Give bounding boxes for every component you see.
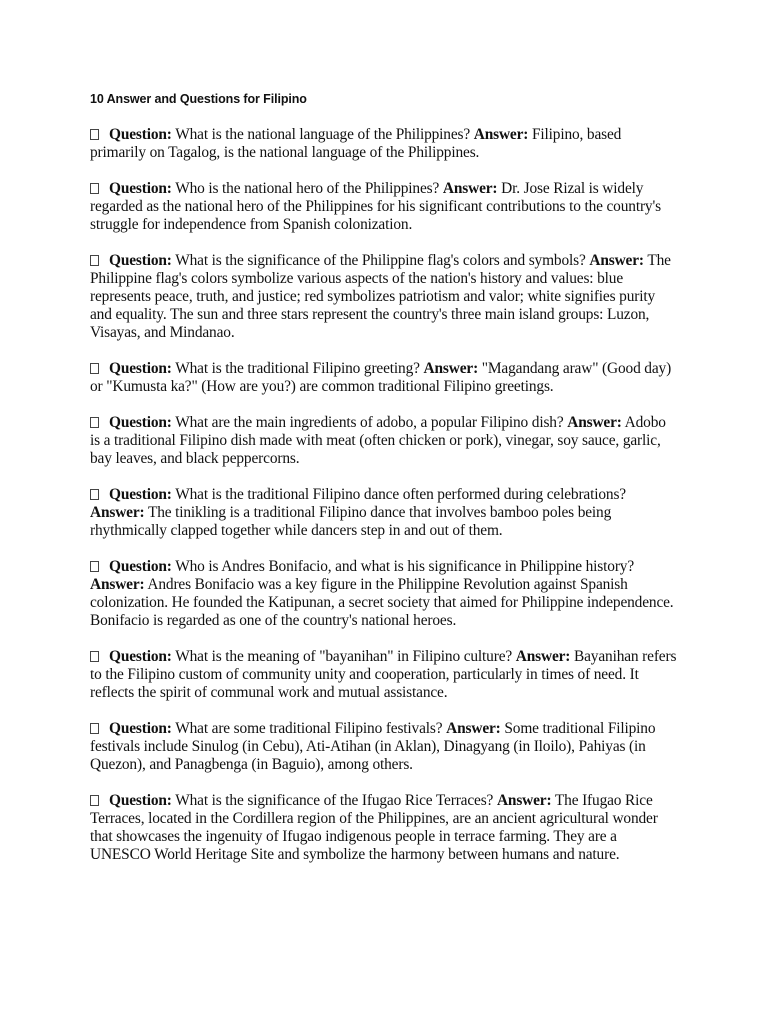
qa-item <box>90 126 678 162</box>
answer-label: Answer: <box>446 720 501 737</box>
missing-glyph-bullet-icon <box>90 417 99 428</box>
missing-glyph-bullet-icon <box>90 363 99 374</box>
missing-glyph-bullet-icon <box>90 651 99 662</box>
question-label: Question: <box>109 360 172 377</box>
question-text: Who is Andres Bonifacio, and what is his significance in Philippine history? <box>175 558 635 575</box>
question-label: Question: <box>109 180 172 197</box>
qa-item <box>90 720 678 774</box>
qa-item <box>90 648 678 702</box>
question-text: What are the main ingredients of adobo, a popular Filipino dish? <box>175 414 564 431</box>
question-label: Question: <box>109 126 172 143</box>
answer-text: "Magandang araw" (Good day) or "Kumusta ka?" (How are you?) are common traditional Filipino greetings. <box>90 360 672 395</box>
qa-item <box>90 792 678 864</box>
qa-item <box>90 252 678 342</box>
answer-text: The tinikling is a traditional Filipino dance that involves bamboo poles being rhythmically clapped together while dancers step in and out of them. <box>90 504 612 539</box>
question-text: What is the national language of the Philippines? <box>175 126 471 143</box>
answer-label: Answer: <box>473 126 529 143</box>
answer-text: Adobo is a traditional Filipino dish made with meat (often chicken or pork), vinegar, soy sauce, garlic, bay leaves, and black peppercorns. <box>90 414 666 467</box>
missing-glyph-bullet-icon <box>90 723 99 734</box>
question-text: What is the traditional Filipino greeting? <box>175 360 420 377</box>
answer-text: Andres Bonifacio was a key figure in the Philippine Revolution against Spanish colonization. He founded the Katipunan, a secret society that aimed for Philippine independence. Bonifacio is regarded as one of the country's national heroes. <box>90 576 674 629</box>
question-label: Question: <box>109 792 172 809</box>
missing-glyph-bullet-icon <box>90 255 99 266</box>
answer-label: Answer: <box>515 648 571 665</box>
qa-item <box>90 486 678 540</box>
question-text: What is the significance of the Philippine flag's colors and symbols? <box>175 252 586 269</box>
answer-text: The Philippine flag's colors symbolize various aspects of the nation's history and values: blue represents peace, truth, and justice; red symbolizes patriotism and valor; white signifies purity and equality. The sun and three stars represent the country's three main island groups: Luzon, Visayas, and Mindanao. <box>90 252 671 341</box>
qa-item <box>90 414 678 468</box>
answer-label: Answer: <box>496 792 552 809</box>
missing-glyph-bullet-icon <box>90 183 99 194</box>
question-label: Question: <box>109 486 172 503</box>
question-label: Question: <box>109 414 172 431</box>
question-label: Question: <box>109 252 172 269</box>
question-label: Question: <box>109 720 172 737</box>
question-text: What is the traditional Filipino dance often performed during celebrations? <box>175 486 626 503</box>
answer-label: Answer: <box>567 414 622 431</box>
document-title: 10 Answer and Questions for Filipino <box>90 92 307 106</box>
answer-text: Dr. Jose Rizal is widely regarded as the national hero of the Philippines for his significant contributions to the country's struggle for independence from Spanish colonization. <box>90 180 661 233</box>
answer-text: Some traditional Filipino festivals include Sinulog (in Cebu), Ati-Atihan (in Aklan), Dinagyang (in Iloilo), Pahiyas (in Quezon), and Panagbenga (in Baguio), among others. <box>90 720 656 773</box>
question-text: What are some traditional Filipino festivals? <box>175 720 443 737</box>
missing-glyph-bullet-icon <box>90 795 99 806</box>
qa-list <box>90 126 678 864</box>
question-text: Who is the national hero of the Philippines? <box>175 180 440 197</box>
missing-glyph-bullet-icon <box>90 129 99 140</box>
question-text: What is the significance of the Ifugao Rice Terraces? <box>175 792 494 809</box>
answer-label: Answer: <box>90 576 145 593</box>
missing-glyph-bullet-icon <box>90 561 99 572</box>
question-text: What is the meaning of "bayanihan" in Filipino culture? <box>175 648 513 665</box>
question-label: Question: <box>109 558 172 575</box>
answer-text: The Ifugao Rice Terraces, located in the Cordillera region of the Philippines, are an ancient agricultural wonder that showcases the ingenuity of Ifugao indigenous people in terrace farming. They are a UNESCO World Heritage Site and symbolize the harmony between humans and nature. <box>90 792 658 863</box>
answer-label: Answer: <box>423 360 479 377</box>
answer-label: Answer: <box>442 180 498 197</box>
answer-label: Answer: <box>589 252 644 269</box>
qa-item <box>90 180 678 234</box>
answer-text: Bayanihan refers to the Filipino custom of community unity and cooperation, particularly in times of need. It reflects the spirit of communal work and mutual assistance. <box>90 648 677 701</box>
qa-item <box>90 558 678 630</box>
missing-glyph-bullet-icon <box>90 489 99 500</box>
qa-item <box>90 360 678 396</box>
question-label: Question: <box>109 648 172 665</box>
answer-text: Filipino, based primarily on Tagalog, is the national language of the Philippines. <box>90 126 622 161</box>
answer-label: Answer: <box>90 504 145 521</box>
